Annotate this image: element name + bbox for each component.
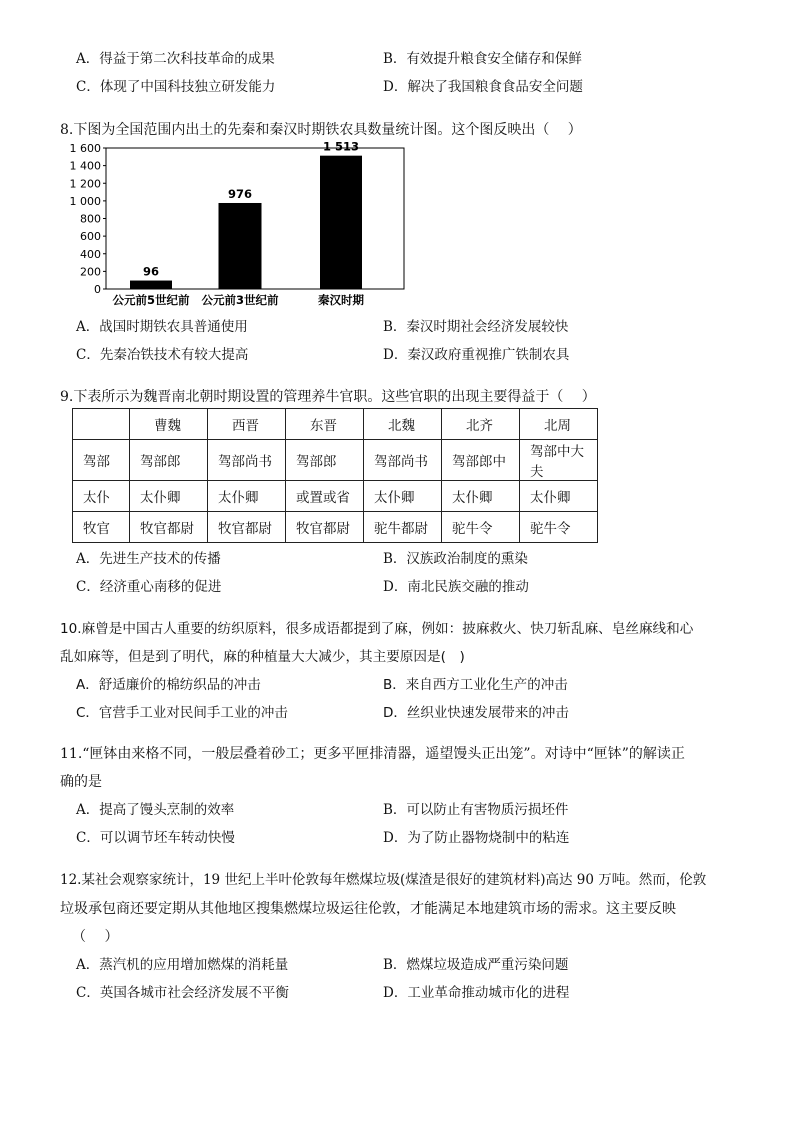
table-header-cell: 北齐: [442, 409, 520, 440]
category-label: 公元前3世纪前: [201, 293, 279, 307]
q12-stem-line3: （ ）: [72, 929, 119, 945]
y-tick-label: 1 000: [69, 194, 101, 208]
q11-option-d: D．为了防止器物烧制中的粘连: [383, 830, 570, 846]
table-cell: 太仆卿: [520, 481, 598, 512]
q8-option-d: D．秦汉政府重视推广铁制农具: [383, 347, 570, 363]
table-cell: 驾部郎: [130, 440, 208, 481]
official-posts-table: [72, 408, 598, 543]
q12-option-b: B．燃煤垃圾造成严重污染问题: [383, 957, 569, 973]
table-header-cell: 西晋: [208, 409, 286, 440]
table-cell: 驾部尚书: [208, 440, 286, 481]
table-cell: 牧官都尉: [130, 512, 208, 543]
y-tick-label: 800: [80, 212, 101, 226]
bar: [219, 203, 262, 289]
q10-option-c: C．官营手工业对民间手工业的冲击: [76, 705, 288, 721]
q11-option-c: C．可以调节坯车转动快慢: [76, 830, 235, 846]
bar: [130, 281, 172, 289]
q9-option-b: B．汉族政治制度的熏染: [383, 551, 528, 567]
q9-option-a: A．先进生产技术的传播: [76, 551, 221, 567]
data-label: 96: [142, 264, 160, 279]
q10-option-d: D．丝织业快速发展带来的冲击: [383, 705, 569, 721]
table-cell: 驼牛都尉: [364, 512, 442, 543]
y-tick-label: 0: [94, 283, 101, 296]
q12-stem-line1: 12.某社会观察家统计，19 世纪上半叶伦敦每年燃煤垃圾(煤渣是很好的建筑材料)高达 90 万吨。然而，伦敦: [60, 872, 707, 888]
y-tick-label: 200: [80, 265, 101, 279]
q9-option-c: C．经济重心南移的促进: [76, 579, 222, 595]
q7-option-d: D．解决了我国粮食食品安全问题: [383, 79, 583, 95]
table-cell: 或置或省: [286, 481, 364, 512]
q11-option-b: B．可以防止有害物质污损坯件: [383, 802, 569, 818]
q9-option-d: D．南北民族交融的推动: [383, 579, 529, 595]
table-cell: 太仆卿: [442, 481, 520, 512]
table-cell: 驾部尚书: [364, 440, 442, 481]
q12-option-c: C．英国各城市社会经济发展不平衡: [76, 985, 289, 1001]
q12-stem-line2: 垃圾承包商还要定期从其他地区搜集燃煤垃圾运往伦敦，才能满足本地建筑市场的需求。这主要反映: [60, 901, 676, 917]
q12-option-a: A．蒸汽机的应用增加燃煤的消耗量: [76, 957, 289, 973]
q12-option-d: D．工业革命推动城市化的进程: [383, 985, 570, 1001]
bar: [320, 156, 362, 289]
table-cell: 驼牛令: [442, 512, 520, 543]
data-label: 976: [227, 186, 253, 201]
table-header-cell: 东晋: [286, 409, 364, 440]
table-row: [73, 440, 598, 481]
table-cell: 太仆卿: [208, 481, 286, 512]
table-cell: [73, 409, 130, 440]
category-label: 秦汉时期: [318, 293, 364, 307]
table-header-cell: 北周: [520, 409, 598, 440]
table-cell: 驾部中大夫: [520, 440, 598, 481]
q10-stem-line2: 乱如麻等，但是到了明代，麻的种植量大大减少，其主要原因是( ): [60, 649, 465, 665]
q7-option-a: A．得益于第二次科技革命的成果: [76, 51, 275, 67]
table-row: [73, 481, 598, 512]
iron-tools-bar-chart: [68, 140, 413, 315]
table-cell: 太仆卿: [364, 481, 442, 512]
table-cell: 牧官都尉: [208, 512, 286, 543]
y-tick-label: 400: [80, 247, 101, 261]
y-tick-label: 600: [80, 230, 101, 244]
q11-option-a: A．提高了馒头烹制的效率: [76, 802, 235, 818]
q11-stem-line1: 11.“匣钵由来格不同，一般层叠着砂工；更多平匣排清器，遥望馒头正出笼”。对诗中“匣钵”的解读正: [60, 746, 685, 762]
q8-option-c: C．先秦冶铁技术有较大提高: [76, 347, 249, 363]
category-label: 公元前5世纪前: [112, 293, 190, 307]
table-cell: 驼牛令: [520, 512, 598, 543]
table-row: [73, 512, 598, 543]
table-header-cell: 北魏: [364, 409, 442, 440]
table-header-cell: 曹魏: [130, 409, 208, 440]
q8-option-b: B．秦汉时期社会经济发展较快: [383, 319, 569, 335]
y-tick-label: 1 600: [69, 142, 101, 155]
table-header-row: [73, 409, 598, 440]
q8-stem: 8.下图为全国范围内出土的先秦和秦汉时期铁农具数量统计图。这个图反映出（ ）: [60, 122, 582, 138]
q7-option-c: C．体现了中国科技独立研发能力: [76, 79, 276, 95]
table-row-label: 驾部: [73, 440, 130, 481]
data-label: 1 513: [322, 140, 360, 154]
table-cell: 太仆卿: [130, 481, 208, 512]
q11-stem-line2: 确的是: [60, 774, 102, 790]
y-tick-label: 1 400: [69, 159, 101, 173]
table-cell: 牧官都尉: [286, 512, 364, 543]
y-tick-label: 1 200: [69, 177, 101, 191]
q9-stem: 9.下表所示为魏晋南北朝时期设置的管理养牛官职。这些官职的出现主要得益于（ ）: [60, 389, 596, 405]
table-row-label: 太仆: [73, 481, 130, 512]
table-cell: 驾部郎中: [442, 440, 520, 481]
table-cell: 驾部郎: [286, 440, 364, 481]
q8-option-a: A．战国时期铁农具普通使用: [76, 319, 248, 335]
q7-option-b: B．有效提升粮食安全储存和保鲜: [383, 51, 582, 67]
q10-option-b: B．来自西方工业化生产的冲击: [383, 677, 568, 693]
q10-stem-line1: 10.麻曾是中国古人重要的纺织原料，很多成语都提到了麻，例如：披麻救火、快刀斩乱麻、皂丝麻线和心: [60, 621, 694, 637]
q10-option-a: A．舒适廉价的棉纺织品的冲击: [76, 677, 261, 693]
table-row-label: 牧官: [73, 512, 130, 543]
